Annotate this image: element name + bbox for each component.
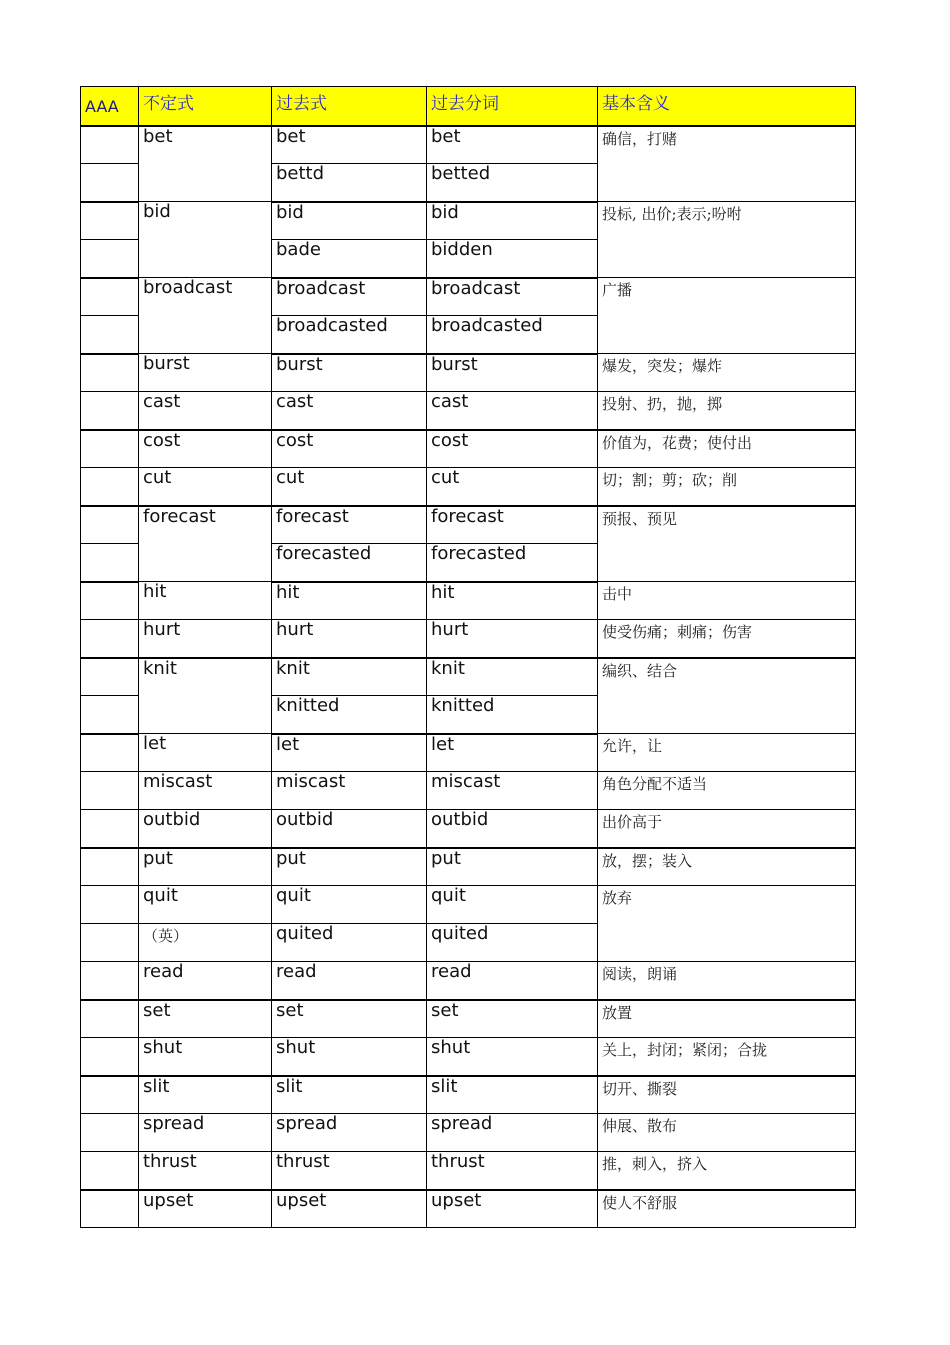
- cell-meaning: 放弃: [598, 886, 856, 962]
- table-row: [81, 734, 856, 772]
- cell-past-participle: cast: [427, 392, 598, 430]
- cell-meaning: 使受伤痛；刺痛；伤害: [598, 620, 856, 658]
- cell-past-tense: read: [272, 962, 427, 1000]
- cell-past-participle: miscast: [427, 772, 598, 810]
- cell-infinitive: hit: [139, 582, 272, 620]
- row-blank-cell: [81, 962, 139, 1000]
- row-blank-cell: [81, 468, 139, 506]
- table-row: [81, 1076, 856, 1114]
- cell-past-participle: broadcasted: [427, 316, 598, 354]
- cell-past-tense: quited: [272, 924, 427, 962]
- table-row: [81, 1038, 856, 1076]
- cell-meaning: 使人不舒服: [598, 1190, 856, 1228]
- cell-past-tense: miscast: [272, 772, 427, 810]
- cell-past-tense: broadcast: [272, 278, 427, 316]
- cell-meaning: 允许，让: [598, 734, 856, 772]
- cell-infinitive: shut: [139, 1038, 272, 1076]
- cell-past-tense: thrust: [272, 1152, 427, 1190]
- row-blank-cell: [81, 734, 139, 772]
- table-body: [81, 87, 856, 1228]
- table-row: [81, 354, 856, 392]
- table-row: [81, 278, 856, 316]
- cell-meaning: 击中: [598, 582, 856, 620]
- header-past-participle: 过去分词: [427, 87, 598, 126]
- row-blank-cell: [81, 1038, 139, 1076]
- cell-meaning: 放置: [598, 1000, 856, 1038]
- row-blank-cell: [81, 316, 139, 354]
- cell-meaning: 角色分配不适当: [598, 772, 856, 810]
- cell-infinitive: let: [139, 734, 272, 772]
- cell-infinitive: spread: [139, 1114, 272, 1152]
- cell-meaning: 广播: [598, 278, 856, 354]
- cell-past-tense: bettd: [272, 164, 427, 202]
- cell-past-participle: bid: [427, 202, 598, 240]
- cell-past-participle: broadcast: [427, 278, 598, 316]
- table-row: [81, 430, 856, 468]
- cell-infinitive: set: [139, 1000, 272, 1038]
- cell-past-tense: let: [272, 734, 427, 772]
- cell-past-participle: bet: [427, 126, 598, 164]
- row-blank-cell: [81, 772, 139, 810]
- table-row: [81, 202, 856, 240]
- cell-past-tense: hit: [272, 582, 427, 620]
- table-row: [81, 392, 856, 430]
- table-row: [81, 658, 856, 696]
- header-meaning: 基本含义: [598, 87, 856, 126]
- cell-infinitive: cost: [139, 430, 272, 468]
- cell-past-participle: outbid: [427, 810, 598, 848]
- cell-infinitive: upset: [139, 1190, 272, 1228]
- cell-past-tense: forecasted: [272, 544, 427, 582]
- cell-meaning: 切；割；剪；砍；削: [598, 468, 856, 506]
- cell-past-participle: shut: [427, 1038, 598, 1076]
- row-blank-cell: [81, 202, 139, 240]
- cell-infinitive: cast: [139, 392, 272, 430]
- cell-meaning: 出价高于: [598, 810, 856, 848]
- row-blank-cell: [81, 392, 139, 430]
- cell-meaning: 爆发，突发；爆炸: [598, 354, 856, 392]
- row-blank-cell: [81, 278, 139, 316]
- row-blank-cell: [81, 620, 139, 658]
- cell-infinitive: broadcast: [139, 278, 272, 354]
- cell-past-participle: forecast: [427, 506, 598, 544]
- row-blank-cell: [81, 1076, 139, 1114]
- table-row: [81, 506, 856, 544]
- cell-past-participle: slit: [427, 1076, 598, 1114]
- cell-past-tense: shut: [272, 1038, 427, 1076]
- cell-past-tense: bade: [272, 240, 427, 278]
- cell-infinitive: thrust: [139, 1152, 272, 1190]
- cell-past-participle: thrust: [427, 1152, 598, 1190]
- cell-past-participle: let: [427, 734, 598, 772]
- cell-past-participle: upset: [427, 1190, 598, 1228]
- table-row: [81, 886, 856, 924]
- cell-past-participle: burst: [427, 354, 598, 392]
- row-blank-cell: [81, 810, 139, 848]
- cell-past-tense: outbid: [272, 810, 427, 848]
- table-row: [81, 848, 856, 886]
- header-past-tense: 过去式: [272, 87, 427, 126]
- table-row: [81, 962, 856, 1000]
- cell-past-participle: read: [427, 962, 598, 1000]
- cell-past-tense: cost: [272, 430, 427, 468]
- row-blank-cell: [81, 582, 139, 620]
- cell-past-tense: knitted: [272, 696, 427, 734]
- cell-past-tense: cut: [272, 468, 427, 506]
- row-blank-cell: [81, 696, 139, 734]
- cell-meaning: 推，刺入，挤入: [598, 1152, 856, 1190]
- table-row: [81, 620, 856, 658]
- cell-meaning: 预报、预见: [598, 506, 856, 582]
- cell-past-participle: spread: [427, 1114, 598, 1152]
- cell-past-participle: bidden: [427, 240, 598, 278]
- cell-meaning: 放，摆；装入: [598, 848, 856, 886]
- cell-past-tense: bid: [272, 202, 427, 240]
- cell-infinitive: slit: [139, 1076, 272, 1114]
- cell-past-tense: upset: [272, 1190, 427, 1228]
- cell-past-participle: quited: [427, 924, 598, 962]
- table-row: [81, 1152, 856, 1190]
- cell-past-tense: put: [272, 848, 427, 886]
- table-row: [81, 772, 856, 810]
- row-blank-cell: [81, 1152, 139, 1190]
- cell-infinitive: burst: [139, 354, 272, 392]
- row-blank-cell: [81, 1190, 139, 1228]
- cell-meaning: 切开、撕裂: [598, 1076, 856, 1114]
- cell-past-participle: cost: [427, 430, 598, 468]
- cell-past-tense: knit: [272, 658, 427, 696]
- cell-infinitive: forecast: [139, 506, 272, 582]
- cell-past-tense: bet: [272, 126, 427, 164]
- table-row: [81, 1000, 856, 1038]
- cell-past-participle: knit: [427, 658, 598, 696]
- cell-past-tense: set: [272, 1000, 427, 1038]
- row-blank-cell: [81, 886, 139, 924]
- table-row: [81, 126, 856, 164]
- cell-past-participle: cut: [427, 468, 598, 506]
- table-row: [81, 582, 856, 620]
- row-blank-cell: [81, 658, 139, 696]
- irregular-verbs-table: [80, 86, 856, 1228]
- cell-infinitive: knit: [139, 658, 272, 734]
- table-row: [81, 1190, 856, 1228]
- cell-infinitive: bid: [139, 202, 272, 278]
- table-row: [81, 468, 856, 506]
- row-blank-cell: [81, 126, 139, 164]
- cell-past-tense: forecast: [272, 506, 427, 544]
- row-blank-cell: [81, 354, 139, 392]
- cell-past-participle: betted: [427, 164, 598, 202]
- cell-past-tense: hurt: [272, 620, 427, 658]
- cell-past-tense: slit: [272, 1076, 427, 1114]
- cell-past-tense: quit: [272, 886, 427, 924]
- cell-meaning: 投射、扔，抛，掷: [598, 392, 856, 430]
- cell-past-participle: forecasted: [427, 544, 598, 582]
- cell-past-tense: cast: [272, 392, 427, 430]
- header-infinitive: 不定式: [139, 87, 272, 126]
- cell-infinitive: read: [139, 962, 272, 1000]
- cell-infinitive: put: [139, 848, 272, 886]
- cell-meaning: 阅读，朗诵: [598, 962, 856, 1000]
- row-blank-cell: [81, 240, 139, 278]
- cell-past-participle: set: [427, 1000, 598, 1038]
- cell-past-participle: knitted: [427, 696, 598, 734]
- cell-meaning: 投标, 出价;表示;吩咐: [598, 202, 856, 278]
- cell-past-tense: broadcasted: [272, 316, 427, 354]
- cell-infinitive: outbid: [139, 810, 272, 848]
- row-blank-cell: [81, 848, 139, 886]
- cell-infinitive: bet: [139, 126, 272, 202]
- cell-past-participle: quit: [427, 886, 598, 924]
- cell-infinitive: quit: [139, 886, 272, 924]
- cell-meaning: 确信，打赌: [598, 126, 856, 202]
- table-row: [81, 810, 856, 848]
- cell-meaning: 关上，封闭；紧闭；合拢: [598, 1038, 856, 1076]
- cell-infinitive: miscast: [139, 772, 272, 810]
- row-blank-cell: [81, 430, 139, 468]
- cell-past-tense: spread: [272, 1114, 427, 1152]
- row-blank-cell: [81, 924, 139, 962]
- cell-infinitive: cut: [139, 468, 272, 506]
- header-row: [81, 87, 856, 126]
- cell-past-tense: burst: [272, 354, 427, 392]
- row-blank-cell: [81, 1000, 139, 1038]
- cell-past-participle: hit: [427, 582, 598, 620]
- header-aaa: AAA: [81, 87, 139, 126]
- table-row: [81, 1114, 856, 1152]
- cell-infinitive: hurt: [139, 620, 272, 658]
- cell-infinitive: （英）: [139, 924, 272, 962]
- cell-meaning: 伸展、散布: [598, 1114, 856, 1152]
- cell-meaning: 编织、结合: [598, 658, 856, 734]
- row-blank-cell: [81, 164, 139, 202]
- row-blank-cell: [81, 506, 139, 544]
- cell-meaning: 价值为，花费；使付出: [598, 430, 856, 468]
- cell-past-participle: hurt: [427, 620, 598, 658]
- row-blank-cell: [81, 1114, 139, 1152]
- row-blank-cell: [81, 544, 139, 582]
- cell-past-participle: put: [427, 848, 598, 886]
